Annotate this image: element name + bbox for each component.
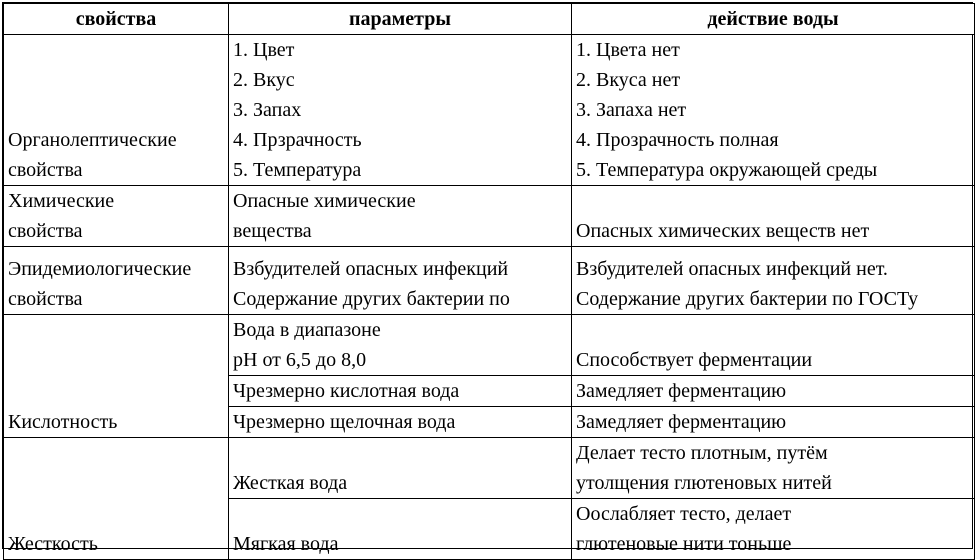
- table-row-chemical: [4, 186, 975, 247]
- table-header-row: [4, 4, 975, 35]
- organoleptic-param-color: 1. Цвет: [233, 39, 295, 61]
- cell-organoleptic-params: [229, 35, 572, 186]
- epidemiological-param-line-2: Содержание других бактерии по: [233, 288, 510, 310]
- acidity-acidic-param: Чрезмерно кислотная вода: [233, 380, 460, 402]
- organoleptic-property-line-2: свойства: [8, 159, 83, 181]
- table-row-organoleptic: [4, 35, 975, 186]
- epidemiological-param-line-1: Взбудителей опасных инфекций: [233, 258, 509, 280]
- cell-chemical-effect: [572, 186, 975, 247]
- chemical-param-line-2: вещества: [233, 220, 312, 242]
- organoleptic-effect-color: 1. Цвета нет: [576, 39, 680, 61]
- acidity-acidic-effect: Замедляет ферментацию: [576, 380, 787, 402]
- cell-hardness-property: [4, 438, 229, 560]
- chemical-property-line-2: свойства: [8, 220, 83, 242]
- organoleptic-effect-smell: 3. Запаха нет: [576, 99, 687, 121]
- hardness-hard-effect-line-1: Делает тесто плотным, путём: [576, 442, 828, 464]
- epidemiological-property-line-2: свойства: [8, 288, 83, 310]
- hardness-hard-param: Жесткая вода: [233, 472, 348, 494]
- cell-acidity-effect-neutral: [572, 315, 975, 376]
- water-properties-table-container: [2, 2, 973, 555]
- cell-hardness-effect-soft: [572, 499, 975, 560]
- acidity-neutral-param-line-2: pH от 6,5 до 8,0: [233, 349, 367, 371]
- chemical-property-line-1: Химические: [8, 190, 115, 212]
- acidity-neutral-param-line-1: Вода в диапазоне: [233, 319, 381, 341]
- header-parameters: параметры: [229, 4, 572, 35]
- cell-hardness-effect-hard: [572, 438, 975, 499]
- table-row-acidity-neutral: [4, 315, 975, 376]
- hardness-hard-effect-line-2: утолщения глютеновых нитей: [576, 472, 832, 494]
- header-properties: свойства: [4, 4, 229, 35]
- organoleptic-param-transparency: 4. Прзрачность: [233, 129, 362, 151]
- cell-organoleptic-property: [4, 35, 229, 186]
- cell-hardness-param-soft: [229, 499, 572, 560]
- cell-acidity-effect-alkaline: [572, 407, 975, 438]
- organoleptic-param-taste: 2. Вкус: [233, 69, 295, 91]
- cell-chemical-params: [229, 186, 572, 247]
- hardness-soft-effect-line-1: Оослабляет тесто, делает: [576, 503, 792, 525]
- hardness-soft-effect-line-2: глютеновые нити тоньше: [576, 533, 792, 555]
- acidity-alkaline-effect: Замедляет ферментацию: [576, 411, 787, 433]
- cell-epidemiological-property: [4, 247, 229, 315]
- header-water-effect: действие воды: [572, 4, 975, 35]
- cell-acidity-param-neutral: [229, 315, 572, 376]
- organoleptic-param-smell: 3. Запах: [233, 99, 302, 121]
- cell-organoleptic-effects: [572, 35, 975, 186]
- hardness-property-text: Жесткость: [8, 533, 98, 555]
- hardness-soft-param: Мягкая вода: [233, 533, 339, 555]
- chemical-param-line-1: Опасные химические: [233, 190, 416, 212]
- organoleptic-effect-taste: 2. Вкуса нет: [576, 69, 681, 91]
- cell-acidity-param-acidic: [229, 376, 572, 407]
- organoleptic-effect-transparency: 4. Прозрачность полная: [576, 129, 779, 151]
- cell-epidemiological-effects: [572, 247, 975, 315]
- organoleptic-property-line-1: Органолептические: [8, 129, 177, 151]
- acidity-property-text: Кислотность: [8, 411, 118, 433]
- water-properties-table: [3, 3, 975, 560]
- cell-chemical-property: [4, 186, 229, 247]
- organoleptic-effect-temperature: 5. Температура окружающей среды: [576, 159, 878, 181]
- cell-acidity-property: [4, 315, 229, 438]
- table-row-epidemiological: [4, 247, 975, 315]
- cell-epidemiological-params: [229, 247, 572, 315]
- cell-acidity-param-alkaline: [229, 407, 572, 438]
- cell-hardness-param-hard: [229, 438, 572, 499]
- epidemiological-effect-line-1: Взбудителей опасных инфекций нет.: [576, 258, 888, 280]
- acidity-neutral-effect: Способствует ферментации: [576, 349, 813, 371]
- cell-acidity-effect-acidic: [572, 376, 975, 407]
- epidemiological-effect-line-2: Содержание других бактерии по ГОСТу: [576, 288, 919, 310]
- chemical-effect-text: Опасных химических веществ нет: [576, 220, 870, 242]
- acidity-alkaline-param: Чрезмерно щелочная вода: [233, 411, 456, 433]
- organoleptic-param-temperature: 5. Температура: [233, 159, 362, 181]
- epidemiological-property-line-1: Эпидемиологические: [8, 258, 192, 280]
- table-row-hardness-hard: [4, 438, 975, 499]
